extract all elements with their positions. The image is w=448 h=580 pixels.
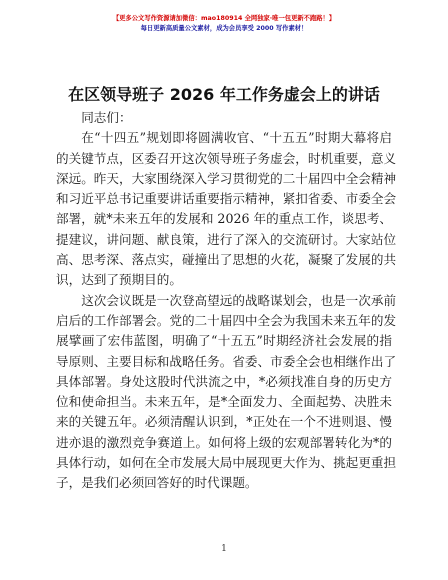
paragraph-line: 和习近平总书记重要讲话重要指示精神，紧扣省委、市委全会	[56, 191, 397, 207]
paragraph-line: 识，达到了预期目的。	[56, 272, 182, 288]
page-title: 在区领导班子 2026 年工作务虚会上的讲话	[68, 85, 380, 104]
paragraph-line: 位和使命担当。未来五年，是*全面发力、全面起势、决胜未	[56, 394, 392, 410]
page-number: 1	[221, 544, 227, 554]
paragraph-line: 提建议，讲问题、献良策，进行了深入的交流研讨。大家站位	[56, 231, 397, 247]
paragraph-line: 部署，就*未来五年的发展和 2026 年的重点工作，谈思考、	[56, 211, 393, 227]
document-body	[56, 108, 397, 494]
paragraph-2	[56, 291, 397, 494]
salutation	[56, 108, 392, 128]
paragraph-line: 在“十四五”规划即将圆满收官、“十五五”时期大幕将启	[81, 130, 392, 146]
banner-line-1: 【更多公文写作资源请加微信：mao180914 全网独家·唯一包更新不跑路！】	[112, 15, 336, 22]
paragraph-line: 具体部署。身处这股时代洪流之中，*必须找准自身的历史方	[56, 373, 392, 389]
paragraph-line: 深远。昨天，大家围绕深入学习贯彻党的二十届四中全会精神	[56, 170, 397, 186]
paragraph-line: 展擘画了宏伟蓝图，明确了“十五五”时期经济社会发展的指	[56, 333, 392, 349]
paragraph-line: 这次会议既是一次登高望远的战略谋划会，也是一次承前	[81, 292, 397, 308]
paragraph-line: 进亦退的激烈竞争赛道上。如何将上级的宏观部署转化为*的	[56, 434, 392, 450]
paragraph-line: 导原则、主要目标和战略任务。省委、市委全会也相继作出了	[56, 353, 397, 369]
paragraph-line: 具体行动，如何在全市发展大局中展现更大作为、挑起更重担	[56, 455, 397, 471]
promo-banner	[0, 14, 448, 34]
paragraph-line: 启后的工作部署会。党的二十届四中全会为我国未来五年的发	[56, 312, 397, 328]
banner-line-2: 每日更新高质量公文素材，成为会员享受 2000 写作素材！	[140, 25, 308, 32]
paragraph-line: 的关键节点，区委召开这次领导班子务虚会，时机重要，意义	[56, 150, 397, 166]
paragraph-1	[56, 128, 397, 290]
salutation-text: 同志们：	[81, 110, 132, 125]
paragraph-line: 子，是我们必须回答好的时代课题。	[56, 475, 258, 491]
paragraph-line: 高、思考深、落点实，碰撞出了思想的火花，凝聚了发展的共	[56, 252, 397, 268]
paragraph-line: 来的关键五年。必须清醒认识到，*正处在一个不进则退、慢	[56, 414, 392, 430]
